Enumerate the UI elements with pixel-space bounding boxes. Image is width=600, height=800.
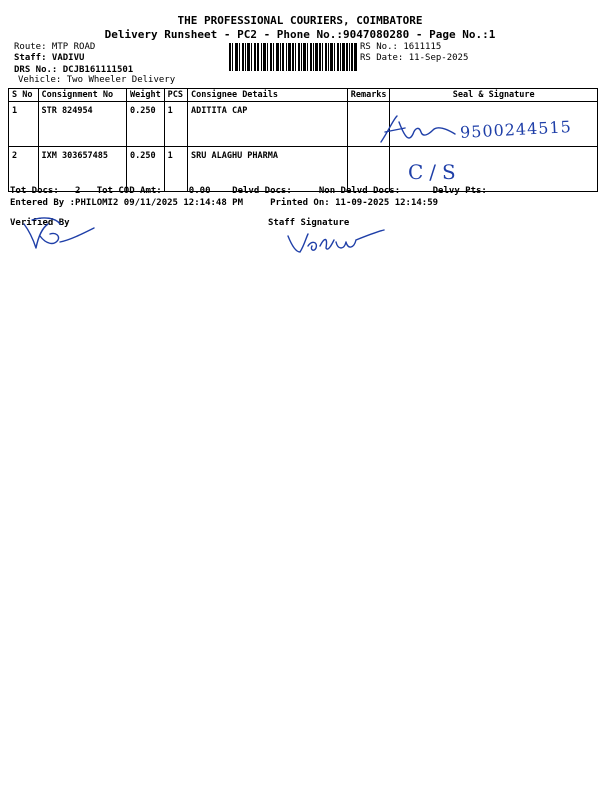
rs-number: RS No.: 1611115 xyxy=(360,42,442,52)
totals-summary: Tot Docs: 2 Tot COD Amt: 0.00 Delvd Docs: Non Delvd Docs: Delvy Pts: xyxy=(10,186,487,196)
barcode-image xyxy=(229,43,357,71)
col-consignee: Consignee Details xyxy=(188,89,348,102)
handwritten-note: C/S xyxy=(408,160,462,184)
cell-consignee: SRU ALAGHU PHARMA xyxy=(188,147,348,192)
cell-remarks xyxy=(347,102,390,147)
cell-sno: 1 xyxy=(9,102,39,147)
col-consignment: Consignment No xyxy=(38,89,127,102)
col-seal-signature: Seal & Signature xyxy=(390,89,598,102)
drs-number: DRS No.: DCJB161111501 xyxy=(14,65,134,75)
staff-signature xyxy=(282,224,387,258)
cell-weight: 0.250 xyxy=(127,102,165,147)
route-label: Route: MTP ROAD xyxy=(14,42,96,52)
staff-label: Staff: VADIVU xyxy=(14,53,85,63)
cell-pcs: 1 xyxy=(164,147,187,192)
table-row xyxy=(9,147,598,192)
runsheet-subtitle: Delivery Runsheet - PC2 - Phone No.:9047080280 - Page No.:1 xyxy=(104,28,496,41)
col-pcs: PCS xyxy=(164,89,187,102)
cell-consignment: IXM 303657485 xyxy=(38,147,127,192)
cell-remarks xyxy=(347,147,390,192)
cell-consignment: STR 824954 xyxy=(38,102,127,147)
handwritten-phone: 9500244515 xyxy=(459,117,573,142)
company-title: THE PROFESSIONAL COURIERS, COIMBATORE xyxy=(177,14,423,27)
cell-consignee: ADITITA CAP xyxy=(188,102,348,147)
col-sno: S No xyxy=(9,89,39,102)
cell-sno: 2 xyxy=(9,147,39,192)
cell-weight: 0.250 xyxy=(127,147,165,192)
staff-signature-label: Staff Signature xyxy=(268,218,350,228)
runsheet-table xyxy=(8,88,598,192)
verified-by-label: Verified By xyxy=(10,218,70,228)
entered-by-line: Entered By :PHILOMI2 09/11/2025 12:14:48 PM Printed On: 11-09-2025 12:14:59 xyxy=(10,198,439,208)
cell-pcs: 1 xyxy=(164,102,187,147)
col-remarks: Remarks xyxy=(347,89,390,102)
table-header-row xyxy=(9,89,598,102)
col-weight: Weight xyxy=(127,89,165,102)
vehicle-label: Vehicle: Two Wheeler Delivery xyxy=(18,75,176,85)
rs-date: RS Date: 11-Sep-2025 xyxy=(360,53,469,63)
